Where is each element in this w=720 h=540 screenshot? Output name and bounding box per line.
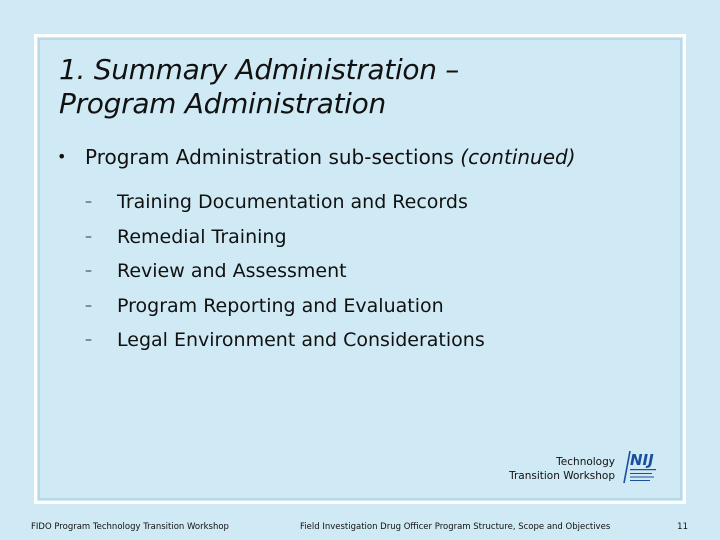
dash-icon: – (85, 332, 92, 348)
sub-item-text: Remedial Training (117, 225, 287, 248)
sub-item (85, 289, 485, 324)
workshop-label-line-2: Transition Workshop (509, 470, 615, 482)
nij-logo-text: NIJ (630, 451, 654, 469)
bullet-emphasis: (continued) (460, 145, 576, 169)
sub-list (85, 185, 485, 358)
nij-logo-icon (621, 449, 661, 485)
workshop-label (509, 455, 615, 483)
bullet-text: Program Administration sub-sections (85, 145, 461, 169)
slide-title (59, 53, 659, 121)
dash-icon: – (85, 228, 92, 245)
sub-item-text: Program Reporting and Evaluation (117, 294, 444, 317)
sub-item-text: Legal Environment and Considerations (117, 329, 485, 351)
dash-icon: – (85, 263, 92, 279)
footer-left: FIDO Program Technology Transition Workshop (31, 522, 229, 532)
footer-center: Field Investigation Drug Officer Program Structure, Scope and Objectives (300, 522, 611, 532)
sub-item (85, 185, 485, 220)
sub-item-text: Training Documentation and Records (117, 191, 468, 213)
bullet-icon: • (57, 147, 67, 166)
workshop-label-line-1: Technology (556, 456, 615, 468)
dash-icon: – (85, 297, 92, 314)
main-bullet (57, 145, 576, 169)
page-number: 11 (677, 522, 688, 532)
sub-item (85, 323, 485, 358)
slide-frame (34, 34, 686, 504)
sub-item-text: Review and Assessment (117, 260, 347, 282)
dash-icon: – (85, 194, 92, 210)
title-line-1: 1. Summary Administration – (59, 53, 460, 86)
sub-item (85, 220, 485, 255)
title-line-2: Program Administration (59, 87, 386, 120)
sub-item (85, 254, 485, 289)
